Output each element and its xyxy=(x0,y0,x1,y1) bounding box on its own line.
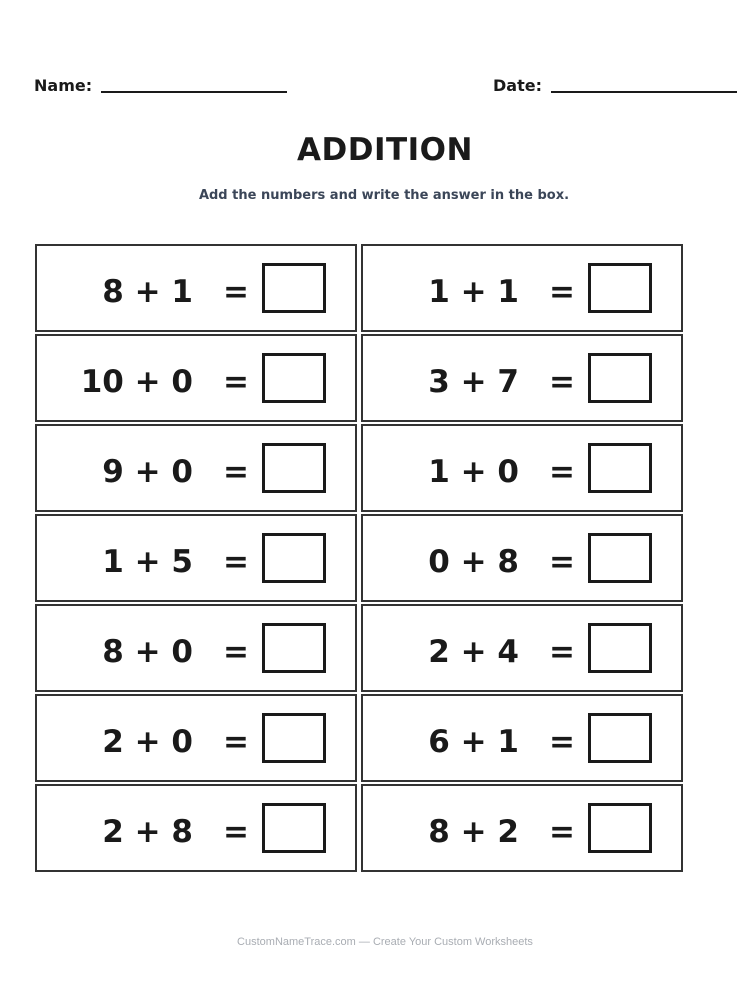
problem-cell xyxy=(361,514,683,602)
equals-sign: = xyxy=(223,274,249,310)
problem-cell xyxy=(35,244,357,332)
footer-credit: CustomNameTrace.com — Create Your Custom Worksheets xyxy=(237,936,533,948)
problem-cell xyxy=(361,784,683,872)
problem-cell xyxy=(35,784,357,872)
problem-expression: 3 + 7 xyxy=(428,364,519,400)
problem-expression: 1 + 0 xyxy=(428,454,519,490)
equals-sign: = xyxy=(223,724,249,760)
problem-cell xyxy=(361,244,683,332)
answer-box[interactable] xyxy=(588,533,652,583)
date-line[interactable] xyxy=(551,91,737,93)
problem-cell xyxy=(35,334,357,422)
answer-box[interactable] xyxy=(262,623,326,673)
answer-box[interactable] xyxy=(262,263,326,313)
answer-box[interactable] xyxy=(588,803,652,853)
equals-sign: = xyxy=(549,274,575,310)
equals-sign: = xyxy=(549,454,575,490)
answer-box[interactable] xyxy=(262,443,326,493)
equals-sign: = xyxy=(549,634,575,670)
name-label: Name: xyxy=(34,76,93,95)
problem-expression: 1 + 5 xyxy=(102,544,193,580)
problem-cell xyxy=(35,694,357,782)
answer-box[interactable] xyxy=(262,533,326,583)
problem-cell xyxy=(361,424,683,512)
equals-sign: = xyxy=(223,544,249,580)
problem-cell xyxy=(361,694,683,782)
page-title: ADDITION xyxy=(297,132,473,168)
answer-box[interactable] xyxy=(262,353,326,403)
equals-sign: = xyxy=(223,634,249,670)
answer-box[interactable] xyxy=(588,263,652,313)
problem-expression: 10 + 0 xyxy=(80,364,193,400)
answer-box[interactable] xyxy=(588,713,652,763)
answer-box[interactable] xyxy=(588,443,652,493)
answer-box[interactable] xyxy=(262,713,326,763)
instructions: Add the numbers and write the answer in the box. xyxy=(198,188,570,203)
problem-expression: 2 + 4 xyxy=(428,634,519,670)
problem-expression: 8 + 1 xyxy=(102,274,193,310)
equals-sign: = xyxy=(549,364,575,400)
problem-cell xyxy=(361,334,683,422)
equals-sign: = xyxy=(549,544,575,580)
problem-expression: 0 + 8 xyxy=(428,544,519,580)
problem-expression: 2 + 8 xyxy=(102,814,193,850)
name-line[interactable] xyxy=(101,91,287,93)
equals-sign: = xyxy=(549,724,575,760)
equals-sign: = xyxy=(223,814,249,850)
date-label: Date: xyxy=(493,76,542,95)
problem-expression: 8 + 0 xyxy=(102,634,193,670)
header-row xyxy=(0,74,750,98)
problem-expression: 9 + 0 xyxy=(102,454,193,490)
problem-expression: 1 + 1 xyxy=(428,274,519,310)
problem-cell xyxy=(361,604,683,692)
problem-cell xyxy=(35,604,357,692)
answer-box[interactable] xyxy=(262,803,326,853)
answer-box[interactable] xyxy=(588,623,652,673)
problem-expression: 2 + 0 xyxy=(102,724,193,760)
problem-grid xyxy=(35,244,683,872)
problem-cell xyxy=(35,514,357,602)
problem-expression: 6 + 1 xyxy=(428,724,519,760)
equals-sign: = xyxy=(223,454,249,490)
equals-sign: = xyxy=(549,814,575,850)
problem-expression: 8 + 2 xyxy=(428,814,519,850)
problem-cell xyxy=(35,424,357,512)
answer-box[interactable] xyxy=(588,353,652,403)
equals-sign: = xyxy=(223,364,249,400)
